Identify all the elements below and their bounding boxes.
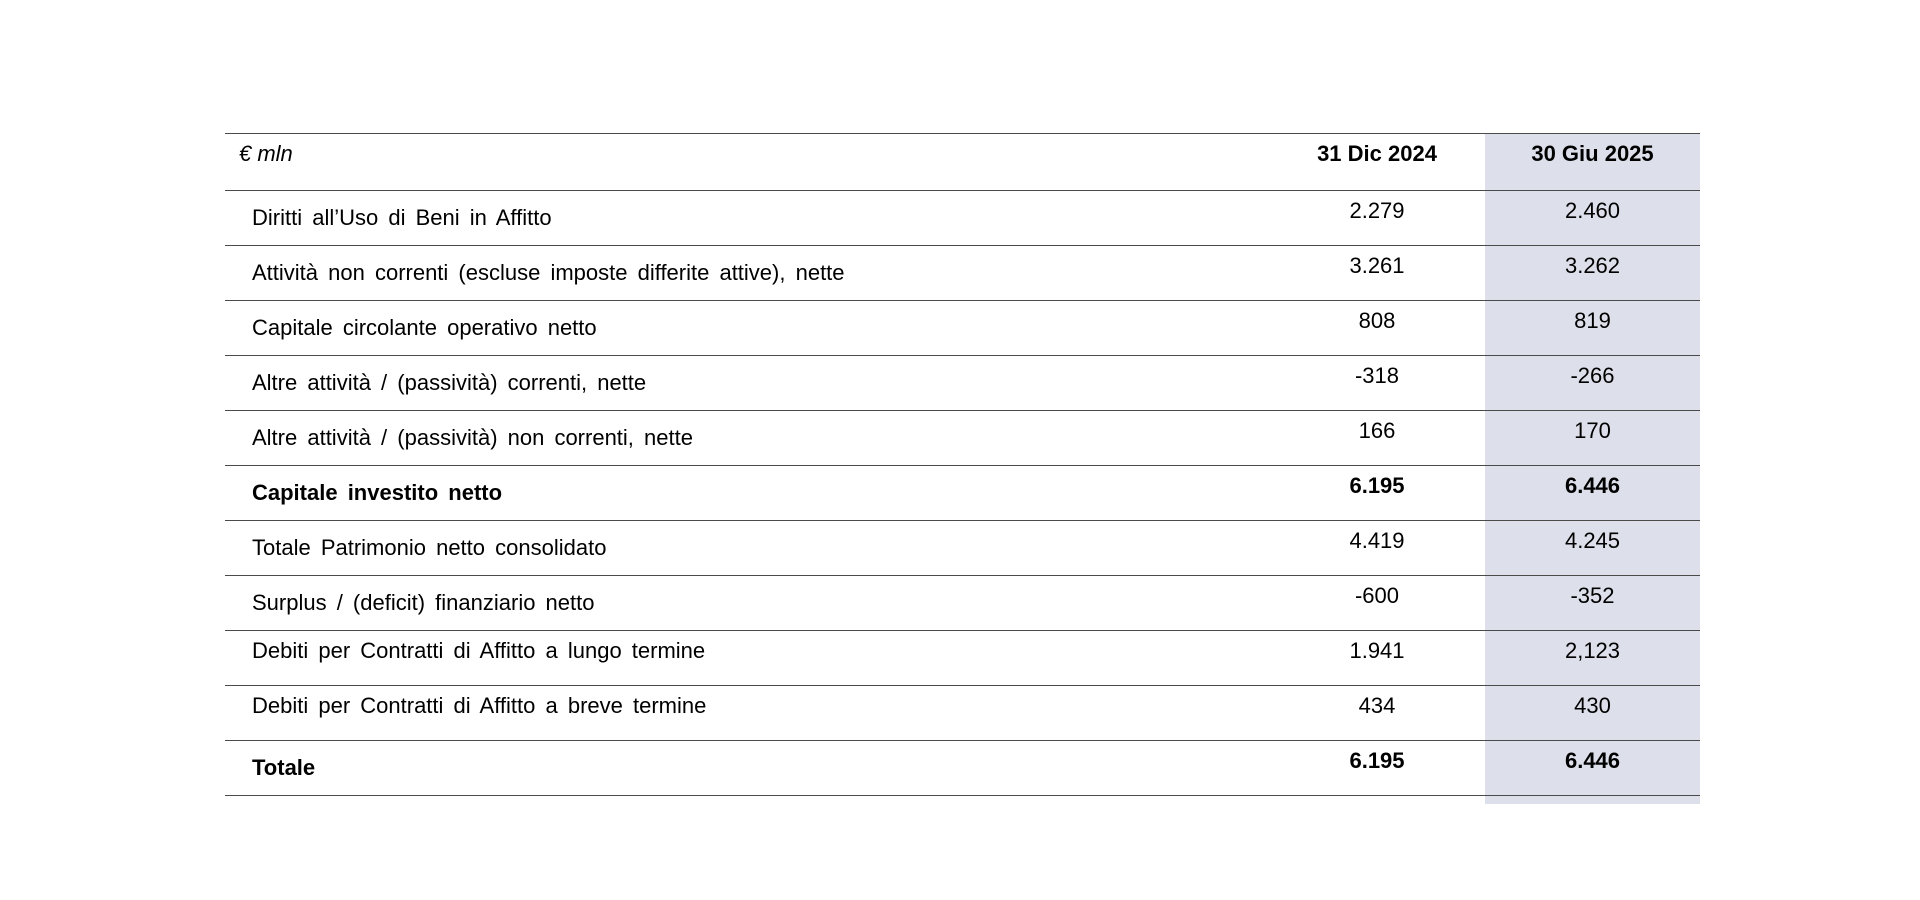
value-jun-2025: 3.262 (1564, 253, 1621, 278)
table-row (225, 301, 1700, 356)
row-label: Altre attività / (passività) correnti, nette (252, 370, 647, 395)
value-jun-2025: 4.245 (1564, 528, 1621, 553)
value-dec-2024: -318 (1354, 363, 1400, 388)
table-row (225, 686, 1700, 741)
value-dec-2024: -600 (1354, 583, 1400, 608)
row-label: Capitale investito netto (252, 480, 503, 505)
value-jun-2025: 2.460 (1564, 198, 1621, 223)
row-label: Capitale circolante operativo netto (252, 315, 597, 340)
value-dec-2024: 808 (1358, 308, 1396, 333)
column-header-jun-2025: 30 Giu 2025 (1531, 141, 1654, 166)
table-row (225, 356, 1700, 411)
value-dec-2024: 1.941 (1349, 638, 1405, 663)
table-row (225, 191, 1700, 246)
table-row (225, 411, 1700, 466)
table-row (225, 576, 1700, 631)
value-jun-2025: 6.446 (1564, 748, 1621, 773)
unit-label: € mln (239, 141, 293, 166)
row-label: Diritti all’Uso di Beni in Affitto (252, 205, 552, 230)
value-jun-2025: -266 (1570, 363, 1615, 388)
value-dec-2024: 2.279 (1349, 198, 1405, 223)
value-jun-2025: 819 (1574, 308, 1611, 333)
value-dec-2024: 166 (1358, 418, 1396, 443)
value-dec-2024: 3.261 (1349, 253, 1405, 278)
value-dec-2024: 6.195 (1349, 473, 1405, 498)
column-header-dec-2024: 31 Dic 2024 (1317, 141, 1437, 166)
table-header-row (225, 134, 1700, 191)
total-row (225, 741, 1700, 796)
row-label: Attività non correnti (escluse imposte differite attive), nette (252, 260, 845, 285)
value-jun-2025: 430 (1574, 693, 1611, 718)
subtotal-row (225, 466, 1700, 521)
value-dec-2024: 6.195 (1349, 748, 1405, 773)
row-label: Totale Patrimonio netto consolidato (252, 535, 607, 560)
row-label: Debiti per Contratti di Affitto a lungo termine (252, 638, 706, 663)
row-label: Surplus / (deficit) finanziario netto (252, 590, 595, 615)
row-label: Totale (252, 755, 316, 780)
table-row (225, 631, 1700, 686)
balance-sheet-table (225, 133, 1700, 796)
balance-sheet-table-wrapper (225, 133, 1700, 796)
value-dec-2024: 4.419 (1349, 528, 1405, 553)
value-jun-2025: 2,123 (1564, 638, 1621, 663)
row-label: Debiti per Contratti di Affitto a breve termine (252, 693, 707, 718)
value-jun-2025: -352 (1570, 583, 1615, 608)
table-row (225, 521, 1700, 576)
table-row (225, 246, 1700, 301)
value-jun-2025: 170 (1574, 418, 1611, 443)
value-jun-2025: 6.446 (1564, 473, 1621, 498)
value-dec-2024: 434 (1358, 693, 1396, 718)
row-label: Altre attività / (passività) non correnti, nette (252, 425, 693, 450)
